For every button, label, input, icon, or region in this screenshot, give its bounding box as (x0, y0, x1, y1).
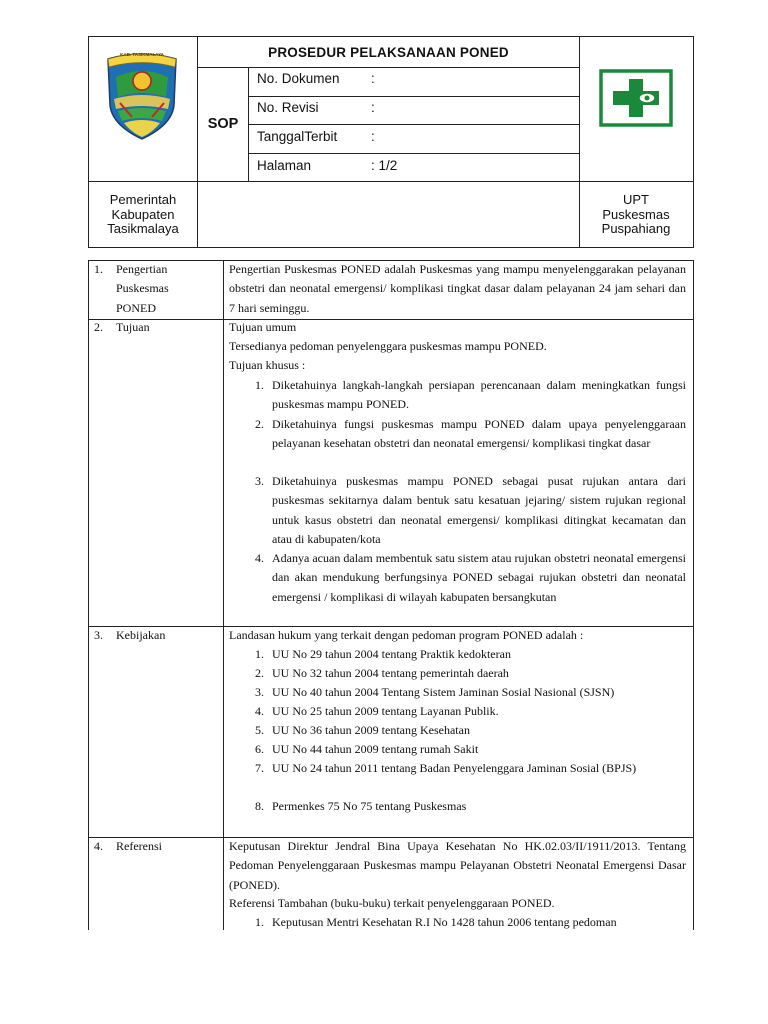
list-item-number: 4. (255, 551, 264, 565)
list-item (248, 913, 686, 930)
list-item (248, 664, 686, 683)
list-item-number: 4. (255, 704, 264, 718)
puskesmas-name (579, 181, 693, 249)
section-label-line: PONED (116, 300, 157, 315)
section-label: Tujuan (116, 320, 150, 334)
specific-objective-heading: Tujuan khusus : (229, 358, 306, 372)
government-label (89, 181, 197, 249)
sop-label: SOP (207, 116, 239, 132)
policy-intro: Landasan hukum yang terkait dengan pedoman program PONED adalah : (229, 628, 584, 642)
divider (693, 260, 694, 930)
general-objective-text: Tersedianya pedoman penyelenggara puskesmas mampu PONED. (229, 339, 547, 353)
divider (248, 124, 579, 125)
list-item (248, 645, 686, 664)
list-item-number: 1. (255, 378, 264, 392)
list-item-number: 8. (255, 799, 264, 813)
list-item-number: 6. (255, 742, 264, 756)
divider (88, 319, 694, 320)
list-item-text: UU No 24 tahun 2011 tentang Badan Penyelenggara Jaminan Sosial (BPJS) (272, 761, 637, 775)
kabupaten-tasikmalaya-logo (102, 47, 182, 143)
section-label-line: Pengertian (116, 262, 168, 276)
list-item-number: 1. (255, 647, 264, 661)
list-item (248, 549, 686, 627)
list-item (248, 683, 686, 702)
meta-value-page: : 1/2 (371, 158, 398, 173)
list-item (248, 797, 686, 816)
section-label (116, 260, 216, 318)
list-item-text: UU No 25 tahun 2009 tentang Layanan Publik. (272, 704, 499, 718)
divider (197, 67, 579, 68)
list-item-number: 2. (255, 417, 264, 431)
list-item-number: 3. (255, 685, 264, 699)
list-item (248, 759, 686, 797)
government-line: Pemerintah (109, 192, 177, 208)
section-label: Kebijakan (116, 628, 166, 642)
meta-value-revision: : (371, 100, 375, 115)
reference-additional: Referensi Tambahan (buku-buku) terkait penyelenggaraan PONED. (229, 896, 555, 910)
list-item (248, 376, 686, 414)
divider (248, 96, 579, 97)
list-item (248, 702, 686, 721)
meta-label-document-number: No. Dokumen (257, 71, 340, 86)
list-item (248, 472, 686, 550)
list-item-text: UU No 44 tahun 2009 tentang rumah Sakit (272, 742, 479, 756)
list-item-text: Diketahuinya fungsi puskesmas mampu PONED dalam upaya penyelenggaraan pelayanan kesehatan obstetri dan neonatal emergensi/ komplikasi tingkat dasar (272, 417, 686, 451)
puskesmas-logo (599, 69, 673, 127)
list-item-number: 3. (255, 474, 264, 488)
general-objective-heading: Tujuan umum (229, 320, 297, 334)
list-item-text: UU No 40 tahun 2004 Tentang Sistem Jaminan Sosial Nasional (SJSN) (272, 685, 615, 699)
meta-label-revision: No. Revisi (257, 100, 319, 115)
government-line: Tasikmalaya (107, 221, 179, 237)
sop-content-table (88, 260, 694, 930)
section-label-line: Puskesmas (116, 281, 169, 296)
meta-value-issue-date: : (371, 129, 375, 144)
meta-label-issue-date: TanggalTerbit (257, 129, 338, 144)
sop-header-table (88, 36, 694, 248)
meta-value-document-number: : (371, 71, 375, 86)
document-title: PROSEDUR PELAKSANAAN PONED (268, 44, 509, 60)
puskesmas-line: Puskesmas (602, 206, 670, 222)
list-item-text: Keputusan Mentri Kesehatan R.I No 1428 tahun 2006 tentang pedoman (272, 915, 617, 929)
list-item-number: 7. (255, 761, 264, 775)
list-item-number: 1. (255, 915, 264, 929)
logo-text: KAB. TASIKMALAYA (120, 52, 164, 57)
list-item-text: Diketahuinya langkah-langkah persiapan perencanaan dalam meningkatkan fungsi puskesmas mampu PONED. (272, 378, 686, 412)
divider (248, 153, 579, 154)
list-item (248, 415, 686, 473)
list-item-text: UU No 32 tahun 2004 tentang pemerintah daerah (272, 666, 509, 680)
section-number: 2. (94, 320, 103, 334)
section-label: Referensi (116, 839, 162, 853)
list-item-text: Diketahuinya puskesmas mampu PONED sebagai pusat rujukan antara dari puskesmas sekitarnya dalam bentuk satu kesatuan jejaring/ sistem rujukan regional untuk kasus obstetri dan neonatal emergensi/ komplikasi ditingkat kecamatan dan atau di kabupaten/kota (272, 474, 686, 546)
list-item (248, 721, 686, 740)
list-item-text: UU No 36 tahun 2009 tentang Kesehatan (272, 723, 470, 737)
section-number: 1. (94, 262, 103, 276)
government-line: Kabupaten (111, 206, 175, 222)
puskesmas-line: Puspahiang (601, 221, 671, 237)
meta-label-page: Halaman (257, 158, 312, 173)
list-item-text: UU No 29 tahun 2004 tentang Praktik kedokteran (272, 647, 511, 661)
list-item-text: Permenkes 75 No 75 tentang Puskesmas (272, 799, 467, 813)
divider (88, 260, 89, 930)
divider (223, 260, 224, 930)
list-item-text: Adanya acuan dalam membentuk satu sistem atau rujukan obstetri neonatal emergensi dan akan mendukung berfungsinya PONED sebagai rujukan obstetri dan neonatal emergensi / komplikasi di wilayah kabupaten bersangkutan (272, 551, 686, 604)
puskesmas-line: UPT (623, 192, 649, 208)
section-number: 3. (94, 628, 103, 642)
list-item-number: 5. (255, 723, 264, 737)
section-text-definition: Pengertian Puskesmas PONED adalah Puskesmas yang mampu menyelenggarakan pelayanan obstetri dan neonatal emergensi/ komplikasi tingkat dasar dalam pelayanan 24 jam sehari dan 7 hari seminggu. (229, 262, 686, 315)
reference-text: Keputusan Direktur Jendral Bina Upaya Kesehatan No HK.02.03/II/1911/2013. Tentang Pedoman Penyelenggaraan Puskesmas mampu Pelayanan Obstetri Neonatal Emergensi Dasar (PONED). (229, 839, 686, 892)
list-item (248, 740, 686, 759)
list-item-number: 2. (255, 666, 264, 680)
section-number: 4. (94, 839, 103, 853)
